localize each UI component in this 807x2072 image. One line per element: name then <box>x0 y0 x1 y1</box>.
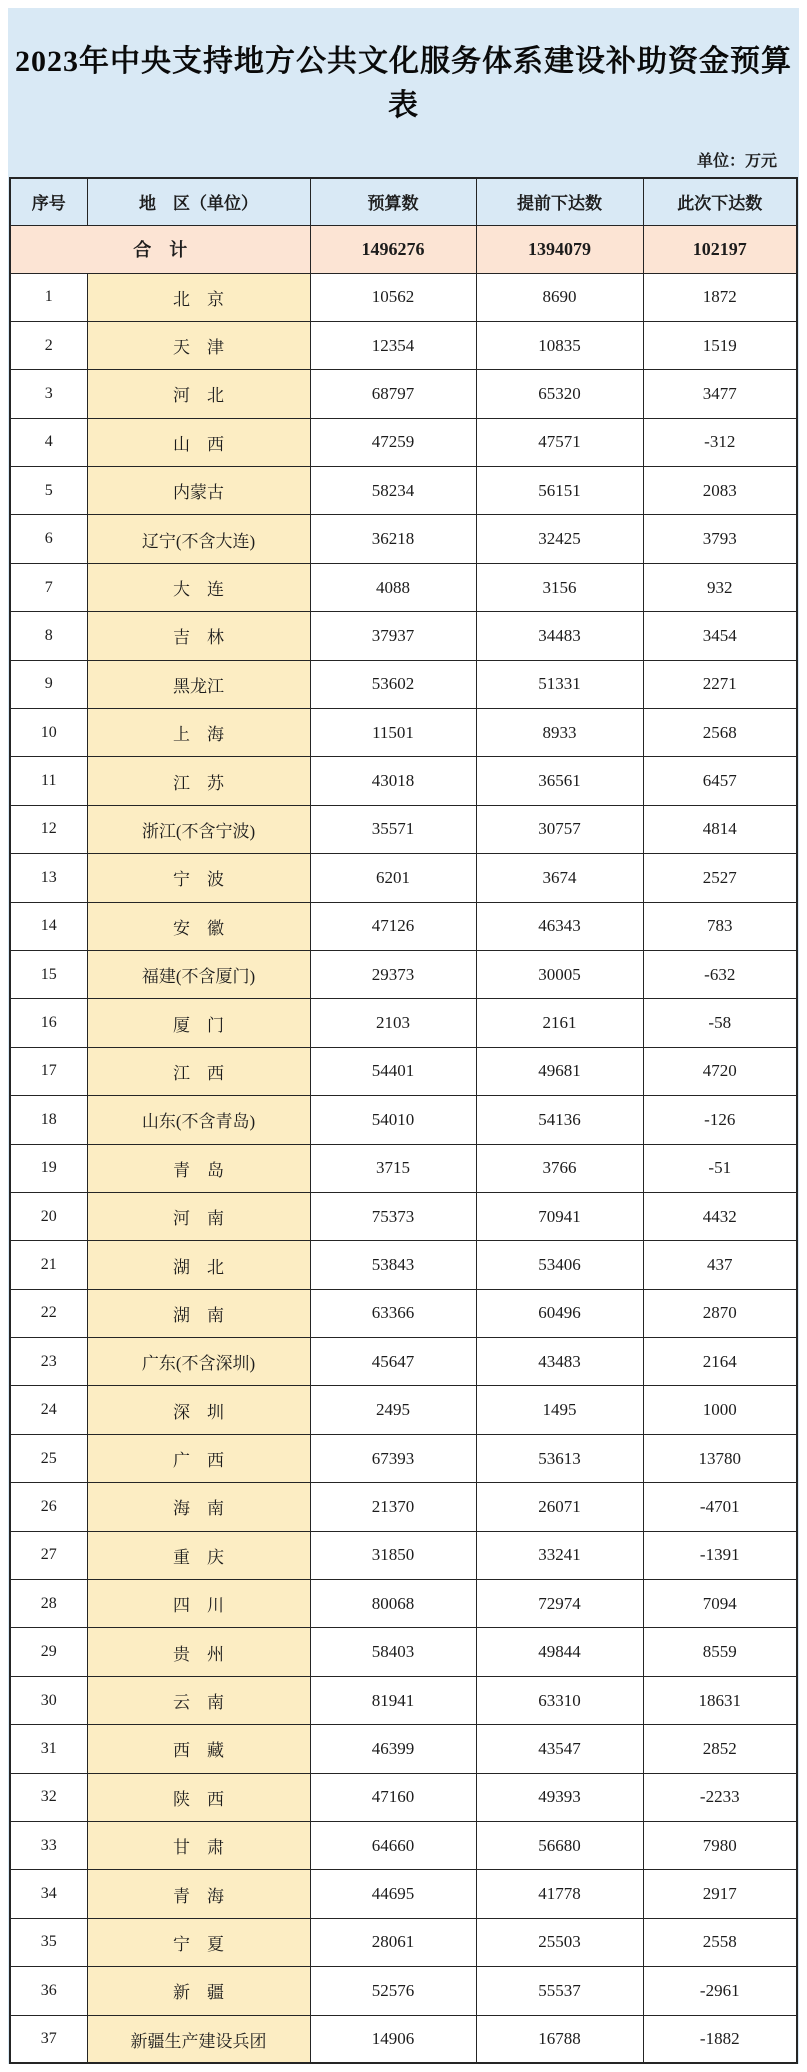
serial-cell: 19 <box>10 1144 87 1192</box>
region-cell: 广 西 <box>87 1434 310 1482</box>
table-row <box>10 273 797 321</box>
budget-cell: 63366 <box>310 1289 476 1337</box>
budget-cell: 54401 <box>310 1047 476 1095</box>
pre-issued-cell: 25503 <box>476 1918 643 1966</box>
pre-issued-cell: 49393 <box>476 1773 643 1821</box>
region-cell: 宁 波 <box>87 854 310 902</box>
serial-cell: 34 <box>10 1870 87 1918</box>
unit-note: 单位：万元 <box>696 153 777 170</box>
region-cell: 湖 北 <box>87 1241 310 1289</box>
table-row <box>10 1047 797 1095</box>
current-issued-cell: -2233 <box>643 1773 797 1821</box>
serial-cell: 1 <box>10 273 87 321</box>
region-cell: 大 连 <box>87 563 310 611</box>
current-issued-cell: 18631 <box>643 1676 797 1724</box>
total-current-issued-value: 102197 <box>643 225 797 273</box>
serial-cell: 9 <box>10 660 87 708</box>
region-cell: 河 北 <box>87 370 310 418</box>
budget-cell: 75373 <box>310 1192 476 1240</box>
current-issued-cell: -4701 <box>643 1483 797 1531</box>
serial-cell: 37 <box>10 2015 87 2063</box>
budget-cell: 28061 <box>310 1918 476 1966</box>
pre-issued-cell: 54136 <box>476 1096 643 1144</box>
table-row <box>10 1725 797 1773</box>
table-row <box>10 1870 797 1918</box>
budget-cell: 45647 <box>310 1338 476 1386</box>
current-issued-cell: 7980 <box>643 1822 797 1870</box>
region-cell: 新 疆 <box>87 1967 310 2015</box>
pre-issued-cell: 34483 <box>476 612 643 660</box>
region-cell: 江 西 <box>87 1047 310 1095</box>
current-issued-cell: 3477 <box>643 370 797 418</box>
serial-cell: 18 <box>10 1096 87 1144</box>
pre-issued-cell: 30005 <box>476 950 643 998</box>
serial-cell: 5 <box>10 467 87 515</box>
serial-cell: 36 <box>10 1967 87 2015</box>
serial-cell: 28 <box>10 1580 87 1628</box>
total-row <box>10 225 797 273</box>
budget-cell: 3715 <box>310 1144 476 1192</box>
total-budget-value: 1496276 <box>310 225 476 273</box>
pre-issued-cell: 3156 <box>476 563 643 611</box>
total-label: 合 计 <box>10 225 310 273</box>
current-issued-cell: 8559 <box>643 1628 797 1676</box>
table-row <box>10 1773 797 1821</box>
serial-cell: 22 <box>10 1289 87 1337</box>
serial-cell: 6 <box>10 515 87 563</box>
table-row <box>10 1483 797 1531</box>
table-row <box>10 321 797 369</box>
region-cell: 内蒙古 <box>87 467 310 515</box>
pre-issued-cell: 36561 <box>476 757 643 805</box>
pre-issued-cell: 2161 <box>476 999 643 1047</box>
pre-issued-cell: 30757 <box>476 805 643 853</box>
table-row <box>10 1434 797 1482</box>
budget-cell: 47160 <box>310 1773 476 1821</box>
pre-issued-cell: 65320 <box>476 370 643 418</box>
table-row <box>10 902 797 950</box>
current-issued-cell: -312 <box>643 418 797 466</box>
table-row <box>10 999 797 1047</box>
pre-issued-cell: 16788 <box>476 2015 643 2063</box>
budget-cell: 58403 <box>310 1628 476 1676</box>
table-row <box>10 1192 797 1240</box>
serial-cell: 24 <box>10 1386 87 1434</box>
budget-cell: 6201 <box>310 854 476 902</box>
current-issued-cell: -58 <box>643 999 797 1047</box>
page-title: 2023年中央支持地方公共文化服务体系建设补助资金预算表 <box>15 45 792 122</box>
table-row <box>10 1096 797 1144</box>
col-header-budget: 预算数 <box>310 178 476 225</box>
serial-cell: 29 <box>10 1628 87 1676</box>
serial-cell: 25 <box>10 1434 87 1482</box>
table-row <box>10 1531 797 1579</box>
region-cell: 河 南 <box>87 1192 310 1240</box>
budget-cell: 80068 <box>310 1580 476 1628</box>
pre-issued-cell: 51331 <box>476 660 643 708</box>
region-cell: 天 津 <box>87 321 310 369</box>
pre-issued-cell: 53613 <box>476 1434 643 1482</box>
current-issued-cell: 1519 <box>643 321 797 369</box>
table-row <box>10 950 797 998</box>
current-issued-cell: 2568 <box>643 709 797 757</box>
serial-cell: 8 <box>10 612 87 660</box>
region-cell: 厦 门 <box>87 999 310 1047</box>
budget-cell: 12354 <box>310 321 476 369</box>
table-row <box>10 1144 797 1192</box>
pre-issued-cell: 55537 <box>476 1967 643 2015</box>
budget-cell: 52576 <box>310 1967 476 2015</box>
table-header-row <box>10 178 797 225</box>
budget-cell: 11501 <box>310 709 476 757</box>
col-header-region: 地 区（单位） <box>87 178 310 225</box>
budget-cell: 68797 <box>310 370 476 418</box>
current-issued-cell: 437 <box>643 1241 797 1289</box>
region-cell: 海 南 <box>87 1483 310 1531</box>
pre-issued-cell: 43547 <box>476 1725 643 1773</box>
pre-issued-cell: 43483 <box>476 1338 643 1386</box>
table-row <box>10 2015 797 2063</box>
serial-cell: 10 <box>10 709 87 757</box>
table-row <box>10 1338 797 1386</box>
table-row <box>10 1241 797 1289</box>
current-issued-cell: 3454 <box>643 612 797 660</box>
table-row <box>10 854 797 902</box>
pre-issued-cell: 60496 <box>476 1289 643 1337</box>
serial-cell: 27 <box>10 1531 87 1579</box>
budget-cell: 81941 <box>310 1676 476 1724</box>
current-issued-cell: 4814 <box>643 805 797 853</box>
serial-cell: 3 <box>10 370 87 418</box>
page-panel <box>8 8 799 2064</box>
region-cell: 宁 夏 <box>87 1918 310 1966</box>
current-issued-cell: 4720 <box>643 1047 797 1095</box>
serial-cell: 31 <box>10 1725 87 1773</box>
region-cell: 甘 肃 <box>87 1822 310 1870</box>
table-row <box>10 515 797 563</box>
table-row <box>10 1676 797 1724</box>
region-cell: 陕 西 <box>87 1773 310 1821</box>
pre-issued-cell: 8933 <box>476 709 643 757</box>
budget-cell: 47126 <box>310 902 476 950</box>
budget-cell: 67393 <box>310 1434 476 1482</box>
current-issued-cell: 2852 <box>643 1725 797 1773</box>
region-cell: 青 岛 <box>87 1144 310 1192</box>
table-row <box>10 1918 797 1966</box>
pre-issued-cell: 33241 <box>476 1531 643 1579</box>
region-cell: 西 藏 <box>87 1725 310 1773</box>
table-row <box>10 1289 797 1337</box>
table-row <box>10 1628 797 1676</box>
serial-cell: 4 <box>10 418 87 466</box>
serial-cell: 7 <box>10 563 87 611</box>
current-issued-cell: -51 <box>643 1144 797 1192</box>
budget-cell: 36218 <box>310 515 476 563</box>
current-issued-cell: -1391 <box>643 1531 797 1579</box>
current-issued-cell: 2527 <box>643 854 797 902</box>
pre-issued-cell: 72974 <box>476 1580 643 1628</box>
budget-cell: 31850 <box>310 1531 476 1579</box>
budget-cell: 2103 <box>310 999 476 1047</box>
budget-cell: 53843 <box>310 1241 476 1289</box>
region-cell: 湖 南 <box>87 1289 310 1337</box>
region-cell: 新疆生产建设兵团 <box>87 2015 310 2063</box>
pre-issued-cell: 49681 <box>476 1047 643 1095</box>
current-issued-cell: 3793 <box>643 515 797 563</box>
budget-cell: 47259 <box>310 418 476 466</box>
table-row <box>10 1386 797 1434</box>
budget-cell: 58234 <box>310 467 476 515</box>
region-cell: 广东(不含深圳) <box>87 1338 310 1386</box>
region-cell: 青 海 <box>87 1870 310 1918</box>
serial-cell: 14 <box>10 902 87 950</box>
table-row <box>10 660 797 708</box>
pre-issued-cell: 53406 <box>476 1241 643 1289</box>
region-cell: 四 川 <box>87 1580 310 1628</box>
current-issued-cell: 2558 <box>643 1918 797 1966</box>
current-issued-cell: 4432 <box>643 1192 797 1240</box>
table-row <box>10 418 797 466</box>
region-cell: 黑龙江 <box>87 660 310 708</box>
serial-cell: 20 <box>10 1192 87 1240</box>
serial-cell: 30 <box>10 1676 87 1724</box>
table-row <box>10 1967 797 2015</box>
current-issued-cell: 1000 <box>643 1386 797 1434</box>
current-issued-cell: 2917 <box>643 1870 797 1918</box>
pre-issued-cell: 63310 <box>476 1676 643 1724</box>
table-row <box>10 612 797 660</box>
budget-cell: 29373 <box>310 950 476 998</box>
total-pre-issued-value: 1394079 <box>476 225 643 273</box>
budget-cell: 21370 <box>310 1483 476 1531</box>
current-issued-cell: 13780 <box>643 1434 797 1482</box>
serial-cell: 13 <box>10 854 87 902</box>
current-issued-cell: 2271 <box>643 660 797 708</box>
current-issued-cell: 6457 <box>643 757 797 805</box>
region-cell: 安 徽 <box>87 902 310 950</box>
serial-cell: 33 <box>10 1822 87 1870</box>
budget-cell: 54010 <box>310 1096 476 1144</box>
serial-cell: 12 <box>10 805 87 853</box>
pre-issued-cell: 8690 <box>476 273 643 321</box>
table-row <box>10 467 797 515</box>
pre-issued-cell: 46343 <box>476 902 643 950</box>
pre-issued-cell: 49844 <box>476 1628 643 1676</box>
serial-cell: 17 <box>10 1047 87 1095</box>
current-issued-cell: -126 <box>643 1096 797 1144</box>
region-cell: 贵 州 <box>87 1628 310 1676</box>
serial-cell: 21 <box>10 1241 87 1289</box>
region-cell: 云 南 <box>87 1676 310 1724</box>
table-row <box>10 757 797 805</box>
region-cell: 山东(不含青岛) <box>87 1096 310 1144</box>
current-issued-cell: 783 <box>643 902 797 950</box>
table-row <box>10 1822 797 1870</box>
budget-cell: 14906 <box>310 2015 476 2063</box>
pre-issued-cell: 3674 <box>476 854 643 902</box>
pre-issued-cell: 47571 <box>476 418 643 466</box>
pre-issued-cell: 56680 <box>476 1822 643 1870</box>
pre-issued-cell: 3766 <box>476 1144 643 1192</box>
region-cell: 深 圳 <box>87 1386 310 1434</box>
region-cell: 浙江(不含宁波) <box>87 805 310 853</box>
pre-issued-cell: 70941 <box>476 1192 643 1240</box>
col-header-current-issued: 此次下达数 <box>643 178 797 225</box>
budget-cell: 53602 <box>310 660 476 708</box>
budget-table <box>9 177 798 2064</box>
budget-cell: 2495 <box>310 1386 476 1434</box>
current-issued-cell: -632 <box>643 950 797 998</box>
serial-cell: 2 <box>10 321 87 369</box>
serial-cell: 35 <box>10 1918 87 1966</box>
serial-cell: 23 <box>10 1338 87 1386</box>
serial-cell: 15 <box>10 950 87 998</box>
current-issued-cell: 932 <box>643 563 797 611</box>
col-header-serial: 序号 <box>10 178 87 225</box>
table-row <box>10 709 797 757</box>
pre-issued-cell: 56151 <box>476 467 643 515</box>
serial-cell: 11 <box>10 757 87 805</box>
budget-cell: 44695 <box>310 1870 476 1918</box>
current-issued-cell: 1872 <box>643 273 797 321</box>
region-cell: 吉 林 <box>87 612 310 660</box>
table-body <box>10 225 797 2063</box>
region-cell: 江 苏 <box>87 757 310 805</box>
region-cell: 山 西 <box>87 418 310 466</box>
pre-issued-cell: 1495 <box>476 1386 643 1434</box>
budget-cell: 43018 <box>310 757 476 805</box>
serial-cell: 16 <box>10 999 87 1047</box>
region-cell: 北 京 <box>87 273 310 321</box>
region-cell: 福建(不含厦门) <box>87 950 310 998</box>
budget-cell: 64660 <box>310 1822 476 1870</box>
col-header-pre-issued: 提前下达数 <box>476 178 643 225</box>
table-row <box>10 563 797 611</box>
pre-issued-cell: 26071 <box>476 1483 643 1531</box>
region-cell: 上 海 <box>87 709 310 757</box>
table-row <box>10 805 797 853</box>
budget-cell: 35571 <box>310 805 476 853</box>
region-cell: 辽宁(不含大连) <box>87 515 310 563</box>
budget-cell: 37937 <box>310 612 476 660</box>
budget-cell: 4088 <box>310 563 476 611</box>
pre-issued-cell: 32425 <box>476 515 643 563</box>
pre-issued-cell: 41778 <box>476 1870 643 1918</box>
table-row <box>10 1580 797 1628</box>
current-issued-cell: 7094 <box>643 1580 797 1628</box>
table-row <box>10 370 797 418</box>
budget-cell: 10562 <box>310 273 476 321</box>
current-issued-cell: 2083 <box>643 467 797 515</box>
serial-cell: 32 <box>10 1773 87 1821</box>
budget-cell: 46399 <box>310 1725 476 1773</box>
current-issued-cell: -2961 <box>643 1967 797 2015</box>
serial-cell: 26 <box>10 1483 87 1531</box>
region-cell: 重 庆 <box>87 1531 310 1579</box>
current-issued-cell: -1882 <box>643 2015 797 2063</box>
current-issued-cell: 2870 <box>643 1289 797 1337</box>
current-issued-cell: 2164 <box>643 1338 797 1386</box>
pre-issued-cell: 10835 <box>476 321 643 369</box>
